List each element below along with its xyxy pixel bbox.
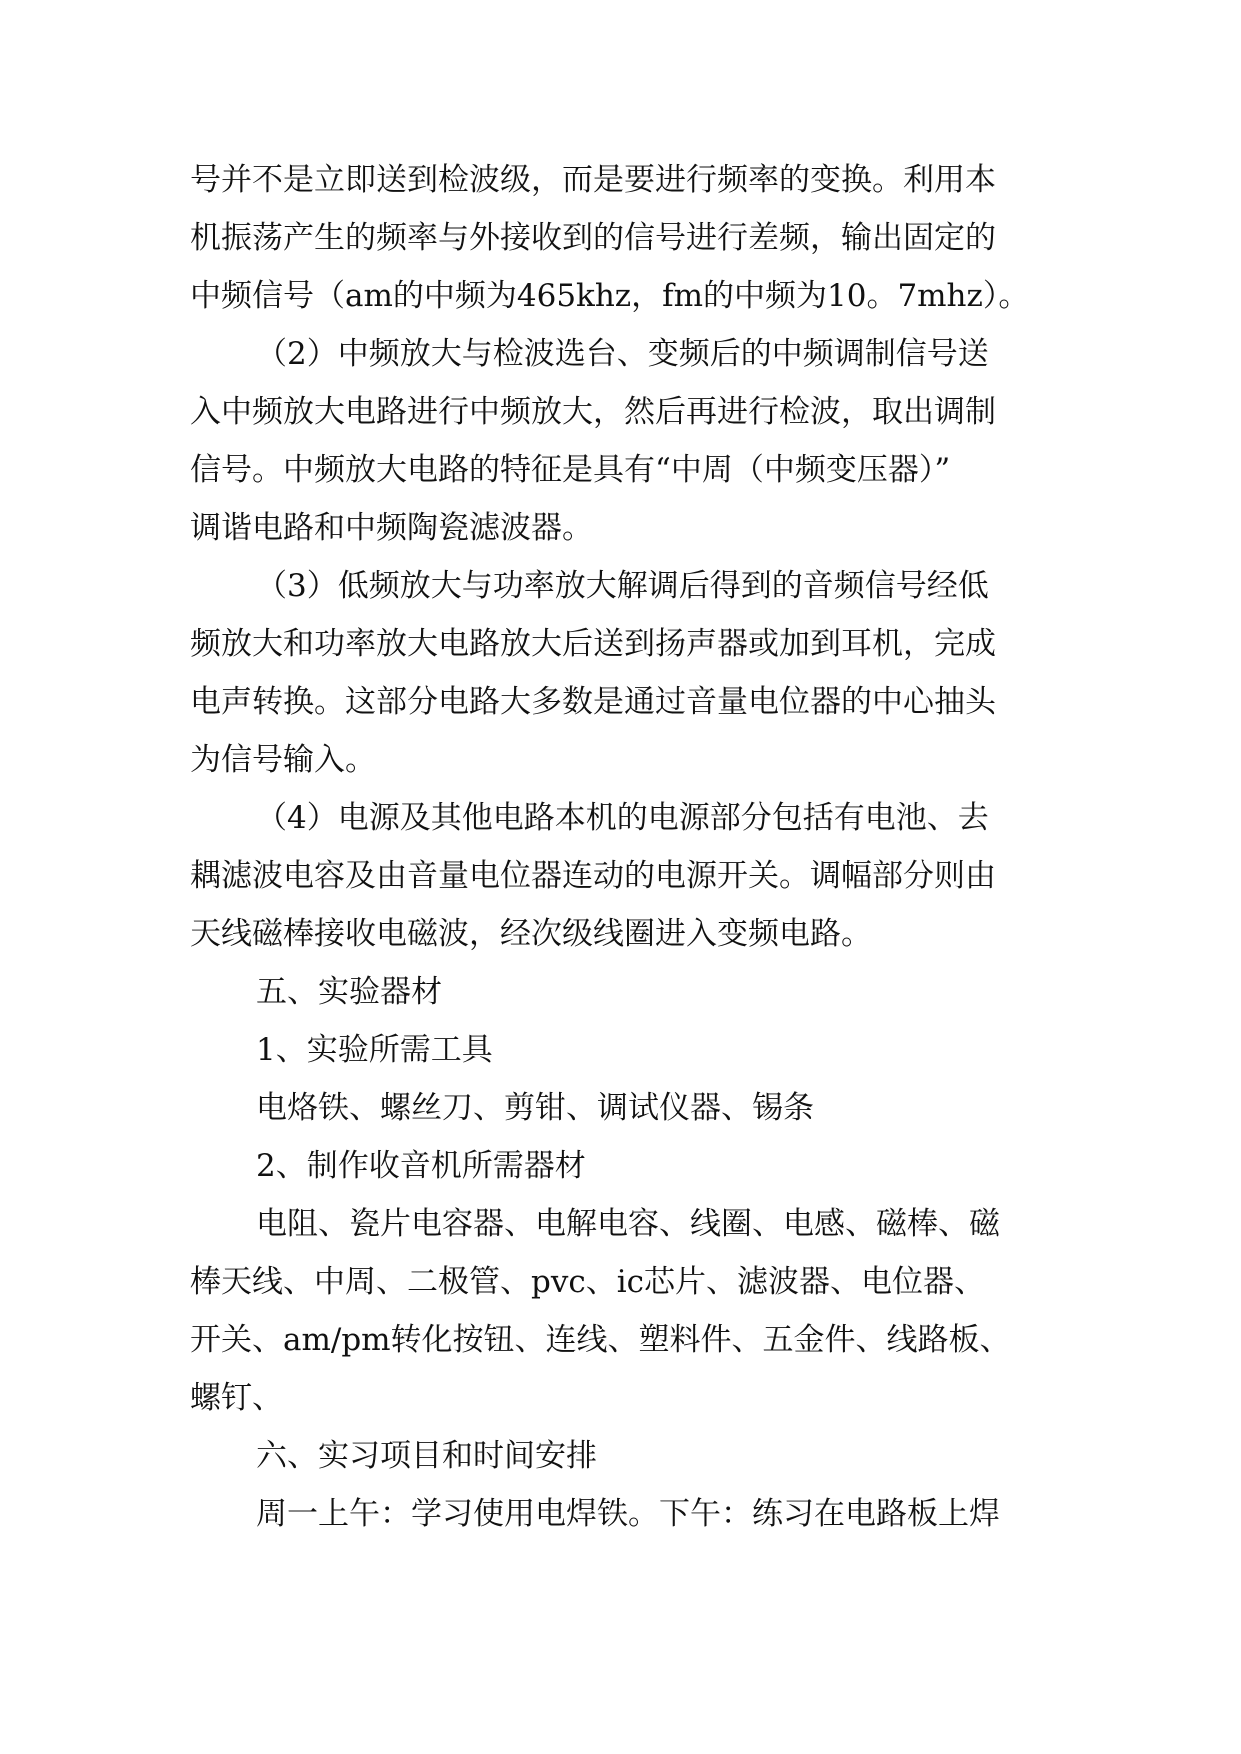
text-line: 螺钉、 [190,1380,283,1416]
text-line: 信号。中频放大电路的特征是具有“中周（中频变压器）” [190,452,951,488]
text-line: 天线磁棒接收电磁波，经次级线圈进入变频电路。 [190,916,872,952]
text-line: 号并不是立即送到检波级，而是要进行频率的变换。利用本 [190,162,996,198]
text-line: 棒天线、中周、二极管、pvc、ic芯片、滤波器、电位器、 [190,1264,985,1300]
text-line: 为信号输入。 [190,742,376,778]
paragraph-heading-2: （2）中频放大与检波选台、变频后的中频调制信号送 [256,336,989,372]
paragraph-heading-4: （4）电源及其他电路本机的电源部分包括有电池、去 [256,800,989,836]
text-line: 入中频放大电路进行中频放大，然后再进行检波，取出调制 [190,394,996,430]
text-line: 中频信号（am的中频为465khz，fm的中频为10。7mhz）。 [190,278,1030,314]
section-heading-5: 五、实验器材 [256,974,442,1010]
materials-list: 电阻、瓷片电容器、电解电容、线圈、电感、磁棒、磁 [256,1206,1000,1242]
text-line: 开关、am/pm转化按钮、连线、塑料件、五金件、线路板、 [190,1322,1011,1358]
subsection-heading-1: 1、实验所需工具 [256,1032,493,1068]
section-heading-6: 六、实习项目和时间安排 [256,1438,597,1474]
subsection-heading-2: 2、制作收音机所需器材 [256,1148,586,1184]
text-line: 调谐电路和中频陶瓷滤波器。 [190,510,593,546]
text-line: 机振荡产生的频率与外接收到的信号进行差频，输出固定的 [190,220,996,256]
paragraph-heading-3: （3）低频放大与功率放大解调后得到的音频信号经低 [256,568,989,604]
text-line: 频放大和功率放大电路放大后送到扬声器或加到耳机，完成 [190,626,996,662]
schedule-line: 周一上午：学习使用电焊铁。下午：练习在电路板上焊 [256,1496,1000,1532]
text-line: 电声转换。这部分电路大多数是通过音量电位器的中心抽头 [190,684,996,720]
text-line: 耦滤波电容及由音量电位器连动的电源开关。调幅部分则由 [190,858,996,894]
tools-list: 电烙铁、螺丝刀、剪钳、调试仪器、锡条 [256,1090,814,1126]
